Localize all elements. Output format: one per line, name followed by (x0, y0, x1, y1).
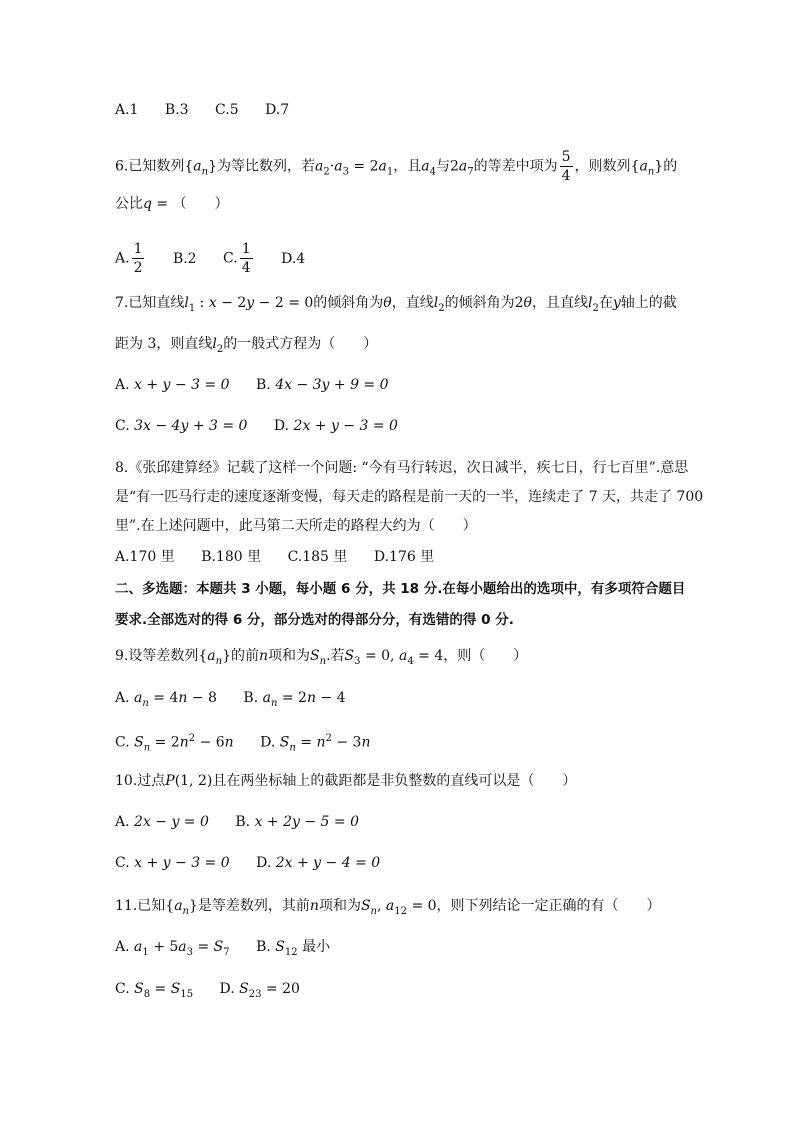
q10-stem: 10.过点P(1, 2)且在两坐标轴上的截距都是非负整数的直线可以是（ ） (115, 773, 577, 789)
q8-stem-line2: 是“有一匹马行走的速度逐渐变慢，每天走的路程是前一天的一半，连续走了 7 天，共走了 700 (115, 489, 704, 505)
q7-option-c: C. 3x − 4y + 3 = 0 (115, 418, 248, 434)
q10-option-c: C. x + y − 3 = 0 (115, 855, 230, 871)
q11-option-c: C. $S_8 = S_{15}$ (115, 981, 194, 1000)
q6-option-c: C. $\frac{1}{4}$ (223, 241, 251, 276)
q6-fraction: $\frac{5}{4}$ (561, 149, 571, 184)
q6-stem-line1: 6.已知数列$\{a_n\}$为等比数列，若$a_2\cdot a_3 = 2a_1$，且$a_4$与$2a_7$的等差中项为 $\frac{5}{4}$ ，则数列$\{a_n\}$的 (115, 149, 678, 184)
q9-option-b: B. $a_n = 2n - 4$ (243, 690, 346, 709)
q11-option-a: A. $a_1 + 5a_3 = S_7$ (115, 939, 230, 958)
q9-options-cd (115, 729, 392, 758)
q8-option-b: B.180 里 (201, 549, 262, 565)
q10-option-b: B. x + 2y − 5 = 0 (235, 814, 359, 830)
q7-stem-line2: 距为 3，则直线$l_2$的一般式方程为（ ） (115, 336, 378, 355)
q7-option-d: D. 2x + y − 3 = 0 (273, 418, 398, 434)
q10-options-ab (115, 812, 381, 832)
q11-options-cd (115, 979, 322, 1005)
q10-options-cd (115, 853, 402, 873)
q6-option-d: D.4 (281, 250, 306, 267)
q8-option-a: A.170 里 (115, 549, 175, 565)
q10-option-a: A. 2x − y = 0 (115, 814, 209, 830)
q11-option-b: B. $S_{12}$ 最小 (256, 939, 331, 958)
q6-options (115, 240, 327, 277)
q11-stem: 11.已知$\{a_n\}$是等差数列，其前n项和为$S_n$, $a_{12} = 0$，则下列结论一定正确的有（ ） (115, 898, 661, 917)
q5-option-c: C.5 (215, 102, 239, 118)
q11-options-ab (115, 937, 352, 963)
q8-option-c: C.185 里 (287, 549, 348, 565)
q5-option-d: D.7 (265, 102, 290, 118)
section2-heading-line2: 要求.全部选对的得 6 分，部分选对的得部分分，有选错的得 0 分. (115, 612, 514, 628)
q5-option-b: B.3 (164, 102, 189, 118)
q10-option-d: D. 2x + y − 4 = 0 (256, 855, 381, 871)
q6-option-b: B.2 (172, 250, 197, 267)
q6-option-a: A. $\frac{1}{2}$ (115, 241, 143, 276)
q9-option-a: A. $a_n = 4n - 8$ (115, 690, 217, 709)
q7-options-ab (115, 375, 411, 395)
q7-options-cd (115, 416, 420, 436)
q7-option-a: A. x + y − 3 = 0 (115, 377, 230, 393)
q9-option-c: C. $S_n = 2n^2 - 6n$ (115, 733, 234, 754)
q7-option-b: B. 4x − 3y + 9 = 0 (255, 377, 389, 393)
q8-options (115, 547, 456, 567)
q6-stem-line2: 公比q = （ ） (115, 196, 229, 212)
q8-option-d: D.176 里 (373, 549, 435, 565)
q9-option-d: D. $S_n = n^2 - 3n$ (260, 733, 371, 754)
section2-heading-line1: 二、多选题：本题共 3 小题，每小题 6 分，共 18 分.在每小题给出的选项中，有多项符合题目 (115, 581, 686, 597)
q9-stem: 9.设等差数列$\{a_n\}$的前n项和为$S_n$.若$S_3 = 0$, $a_4 = 4$，则（ ） (115, 648, 528, 667)
q8-stem-line3: 里”.在上述问题中，此马第二天所走的路程大约为（ ） (115, 518, 477, 534)
q8-stem-line1: 8.《张邱建算经》记载了这样一个问题: “今有马行转迟，次日减半，疾七日，行七百里”.意思 (115, 460, 689, 476)
q9-options-ab (115, 688, 368, 714)
q5-option-a: A.1 (115, 102, 139, 118)
q11-option-d: D. $S_{23} = 20$ (219, 981, 300, 1000)
q5-options (115, 100, 311, 120)
q7-stem-line1: 7.已知直线$l_1$ : x − 2y − 2 = 0的倾斜角为θ，直线$l_2$的倾斜角为2θ，且直线$l_2$在y轴上的截 (115, 295, 677, 314)
